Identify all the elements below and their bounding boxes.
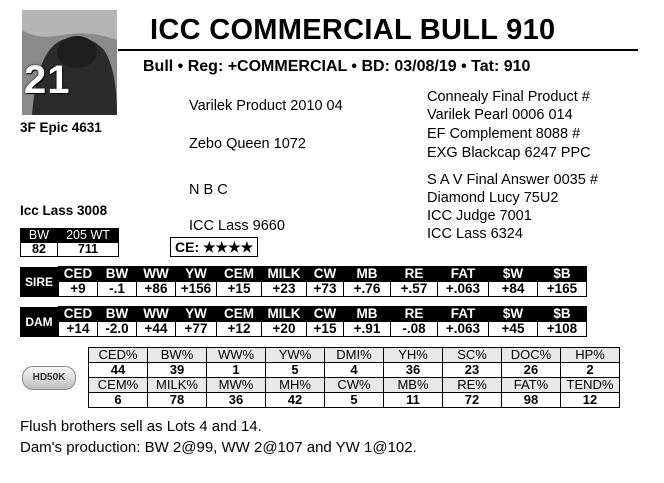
epd-header: YW <box>176 267 217 282</box>
dam-epd-value: -.08 <box>391 322 438 337</box>
note-flush-brothers: Flush brothers sell as Lots 4 and 14. <box>20 418 262 435</box>
ssd-line-2: EXG Blackcap 6247 PPC <box>427 145 591 161</box>
dam-dam: ICC Lass 9660 <box>189 218 285 234</box>
pct-value: 12 <box>561 393 620 408</box>
sire-epd-value: +.57 <box>391 282 438 297</box>
wt205-value: 711 <box>58 243 119 257</box>
dam-label: DAM <box>20 307 59 337</box>
sss-line-2: Varilek Pearl 0006 014 <box>427 107 573 123</box>
pct-header: HP% <box>561 348 620 363</box>
dam-epd-value: +77 <box>176 322 217 337</box>
epd-header: MB <box>344 307 391 322</box>
pct-value: 36 <box>207 393 266 408</box>
sire-epd-value: +.063 <box>438 282 489 297</box>
pct-value: 44 <box>89 363 148 378</box>
pct-value: 4 <box>325 363 384 378</box>
dam-epd-table <box>20 306 587 337</box>
epd-header: MB <box>344 267 391 282</box>
epd-header: YW <box>176 307 217 322</box>
dam-name: Icc Lass 3008 <box>20 203 108 218</box>
epd-header: $B <box>538 307 587 322</box>
dam-epd-value: +15 <box>307 322 344 337</box>
pct-header: MH% <box>266 378 325 393</box>
dsd-line-2: ICC Lass 6324 <box>427 226 523 242</box>
sire-epd-value: +73 <box>307 282 344 297</box>
sss-line-1: Connealy Final Product # <box>427 89 590 105</box>
pct-value: 42 <box>266 393 325 408</box>
pct-header: DMI% <box>325 348 384 363</box>
sire-epd-value: -.1 <box>98 282 137 297</box>
pct-value: 98 <box>502 393 561 408</box>
epd-header: MILK <box>262 267 307 282</box>
epd-header: BW <box>98 267 137 282</box>
pct-header: MILK% <box>148 378 207 393</box>
dsd-line-1: ICC Judge 7001 <box>427 208 532 224</box>
pct-value: 1 <box>207 363 266 378</box>
note-dam-production: Dam's production: BW 2@99, WW 2@107 and YW 1@102. <box>20 439 417 456</box>
pct-value: 11 <box>384 393 443 408</box>
pct-header: MB% <box>384 378 443 393</box>
animal-details: Bull • Reg: +COMMERCIAL • BD: 03/08/19 • Tat: 910 <box>143 58 531 75</box>
pct-header: CEM% <box>89 378 148 393</box>
epd-header: CED <box>59 307 98 322</box>
title-divider <box>118 49 638 51</box>
pct-header: CW% <box>325 378 384 393</box>
pct-header: BW% <box>148 348 207 363</box>
pct-header: FAT% <box>502 378 561 393</box>
ssd-line-1: EF Complement 8088 # <box>427 126 581 142</box>
epd-header: CW <box>307 267 344 282</box>
birth-weaning-table <box>20 228 119 257</box>
sire-epd-value: +86 <box>137 282 176 297</box>
pct-header: DOC% <box>502 348 561 363</box>
pct-header: RE% <box>443 378 502 393</box>
sire-epd-value: +23 <box>262 282 307 297</box>
calving-ease-rating: CE: ★★★★ <box>170 237 258 257</box>
epd-header: CW <box>307 307 344 322</box>
page-title: ICC COMMERCIAL BULL 910 <box>150 14 556 46</box>
sire-label: SIRE <box>20 267 59 297</box>
epd-header: $B <box>538 267 587 282</box>
pct-header: WW% <box>207 348 266 363</box>
dam-epd-value: +20 <box>262 322 307 337</box>
epd-header: MILK <box>262 307 307 322</box>
epd-header: CEM <box>217 267 262 282</box>
sire-name: 3F Epic 4631 <box>20 120 102 135</box>
pct-header: TEND% <box>561 378 620 393</box>
epd-header: FAT <box>438 307 489 322</box>
dam-epd-value: -2.0 <box>98 322 137 337</box>
epd-header: FAT <box>438 267 489 282</box>
dam-epd-value: +14 <box>59 322 98 337</box>
pct-header: YW% <box>266 348 325 363</box>
sire-epd-table <box>20 266 587 297</box>
pct-value: 5 <box>266 363 325 378</box>
pct-value: 72 <box>443 393 502 408</box>
dam-epd-value: +45 <box>489 322 538 337</box>
wt205-header: 205 WT <box>58 229 119 243</box>
sire-sire: Varilek Product 2010 04 <box>189 98 343 114</box>
pct-value: 78 <box>148 393 207 408</box>
sire-epd-value: +9 <box>59 282 98 297</box>
dam-epd-value: +44 <box>137 322 176 337</box>
bw-value: 82 <box>21 243 58 257</box>
sire-epd-value: +.76 <box>344 282 391 297</box>
epd-header: WW <box>137 267 176 282</box>
sire-epd-value: +15 <box>217 282 262 297</box>
pct-value: 5 <box>325 393 384 408</box>
pct-value: 2 <box>561 363 620 378</box>
lot-number: 21 <box>24 58 71 102</box>
sire-epd-value: +156 <box>176 282 217 297</box>
dam-sire: N B C <box>189 182 228 198</box>
pct-header: MW% <box>207 378 266 393</box>
dss-line-1: S A V Final Answer 0035 # <box>427 172 598 188</box>
dam-epd-value: +108 <box>538 322 587 337</box>
sire-epd-value: +84 <box>489 282 538 297</box>
epd-header: RE <box>391 267 438 282</box>
pct-value: 36 <box>384 363 443 378</box>
pct-header: CED% <box>89 348 148 363</box>
dam-epd-value: +.91 <box>344 322 391 337</box>
epd-header: CEM <box>217 307 262 322</box>
hd50k-badge: HD50K <box>22 366 76 390</box>
epd-header: WW <box>137 307 176 322</box>
epd-header: $W <box>489 267 538 282</box>
epd-header: $W <box>489 307 538 322</box>
pct-header: SC% <box>443 348 502 363</box>
pct-header: YH% <box>384 348 443 363</box>
bw-header: BW <box>21 229 58 243</box>
epd-header: RE <box>391 307 438 322</box>
dam-epd-value: +12 <box>217 322 262 337</box>
epd-header: BW <box>98 307 137 322</box>
pct-value: 23 <box>443 363 502 378</box>
sire-dam: Zebo Queen 1072 <box>189 136 306 152</box>
percentile-table <box>88 347 620 408</box>
pct-value: 6 <box>89 393 148 408</box>
dss-line-2: Diamond Lucy 75U2 <box>427 190 559 206</box>
pct-value: 26 <box>502 363 561 378</box>
sire-epd-value: +165 <box>538 282 587 297</box>
dam-epd-value: +.063 <box>438 322 489 337</box>
pct-value: 39 <box>148 363 207 378</box>
epd-header: CED <box>59 267 98 282</box>
